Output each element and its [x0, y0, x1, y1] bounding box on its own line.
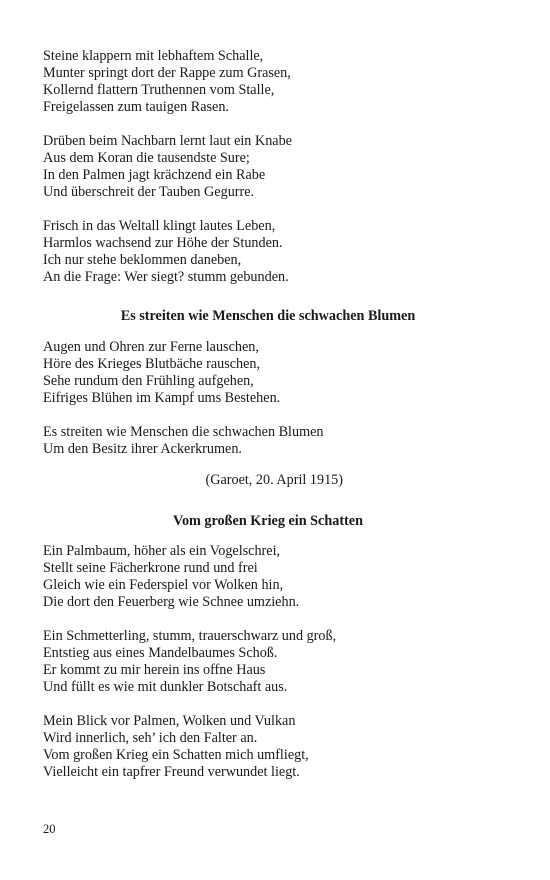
- stanza: [43, 339, 493, 407]
- verse-line: Augen und Ohren zur Ferne lauschen,: [43, 339, 259, 355]
- verse-line: Vielleicht ein tapfrer Freund verwundet liegt.: [43, 764, 300, 780]
- verse-line: Gleich wie ein Federspiel vor Wolken hin,: [43, 577, 284, 593]
- verse-line: Er kommt zu mir herein ins offne Haus: [43, 662, 266, 678]
- verse-line: Mein Blick vor Palmen, Wolken und Vulkan: [43, 713, 296, 729]
- book-page: [43, 48, 493, 798]
- verse-line: Wird innerlich, seh’ ich den Falter an.: [43, 730, 258, 746]
- verse-line: Vom großen Krieg ein Schatten mich umfliegt,: [43, 747, 309, 763]
- poem-title: Vom großen Krieg ein Schatten: [173, 513, 363, 529]
- verse-line: Freigelassen zum tauigen Rasen.: [43, 99, 229, 115]
- stanza: [43, 424, 493, 458]
- verse-line: In den Palmen jagt krächzend ein Rabe: [43, 167, 266, 183]
- stanza: [43, 543, 493, 611]
- verse-line: Sehe rundum den Frühling aufgehen,: [43, 373, 254, 389]
- verse-line: Entstieg aus eines Mandelbaumes Schoß.: [43, 645, 278, 661]
- verse-line: Frisch in das Weltall klingt lautes Leben,: [43, 218, 276, 234]
- verse-line: Ein Palmbaum, höher als ein Vogelschrei,: [43, 543, 281, 559]
- stanza: [43, 48, 493, 116]
- verse-line: Und überschreit der Tauben Gegurre.: [43, 184, 255, 200]
- verse-line: Munter springt dort der Rappe zum Grasen,: [43, 65, 291, 81]
- verse-line: Stellt seine Fächerkrone rund und frei: [43, 560, 258, 576]
- poem-dateline: (Garoet, 20. April 1915): [205, 472, 343, 488]
- stanza: [43, 628, 493, 696]
- verse-line: Aus dem Koran die tausendste Sure;: [43, 150, 250, 166]
- verse-line: Um den Besitz ihrer Ackerkrumen.: [43, 441, 242, 457]
- poem-title: Es streiten wie Menschen die schwachen Blumen: [120, 308, 416, 324]
- verse-line: Steine klappern mit lebhaftem Schalle,: [43, 48, 264, 64]
- verse-line: Es streiten wie Menschen die schwachen Blumen: [43, 424, 324, 440]
- page-number: 20: [43, 822, 56, 836]
- verse-line: Und füllt es wie mit dunkler Botschaft aus.: [43, 679, 288, 695]
- verse-line: Ich nur stehe beklommen daneben,: [43, 252, 242, 268]
- verse-line: Harmlos wachsend zur Höhe der Stunden.: [43, 235, 283, 251]
- verse-line: Drüben beim Nachbarn lernt laut ein Knabe: [43, 133, 292, 149]
- verse-line: Kollernd flattern Truthennen vom Stalle,: [43, 82, 275, 98]
- verse-line: An die Frage: Wer siegt? stumm gebunden.: [43, 269, 289, 285]
- stanza: [43, 218, 493, 286]
- verse-line: Die dort den Feuerberg wie Schnee umziehn.: [43, 594, 300, 610]
- verse-line: Ein Schmetterling, stumm, trauerschwarz und groß,: [43, 628, 337, 644]
- verse-line: Höre des Krieges Blutbäche rauschen,: [43, 356, 261, 372]
- stanza: [43, 713, 493, 781]
- stanza: [43, 133, 493, 201]
- verse-line: Eifriges Blühen im Kampf ums Bestehen.: [43, 390, 281, 406]
